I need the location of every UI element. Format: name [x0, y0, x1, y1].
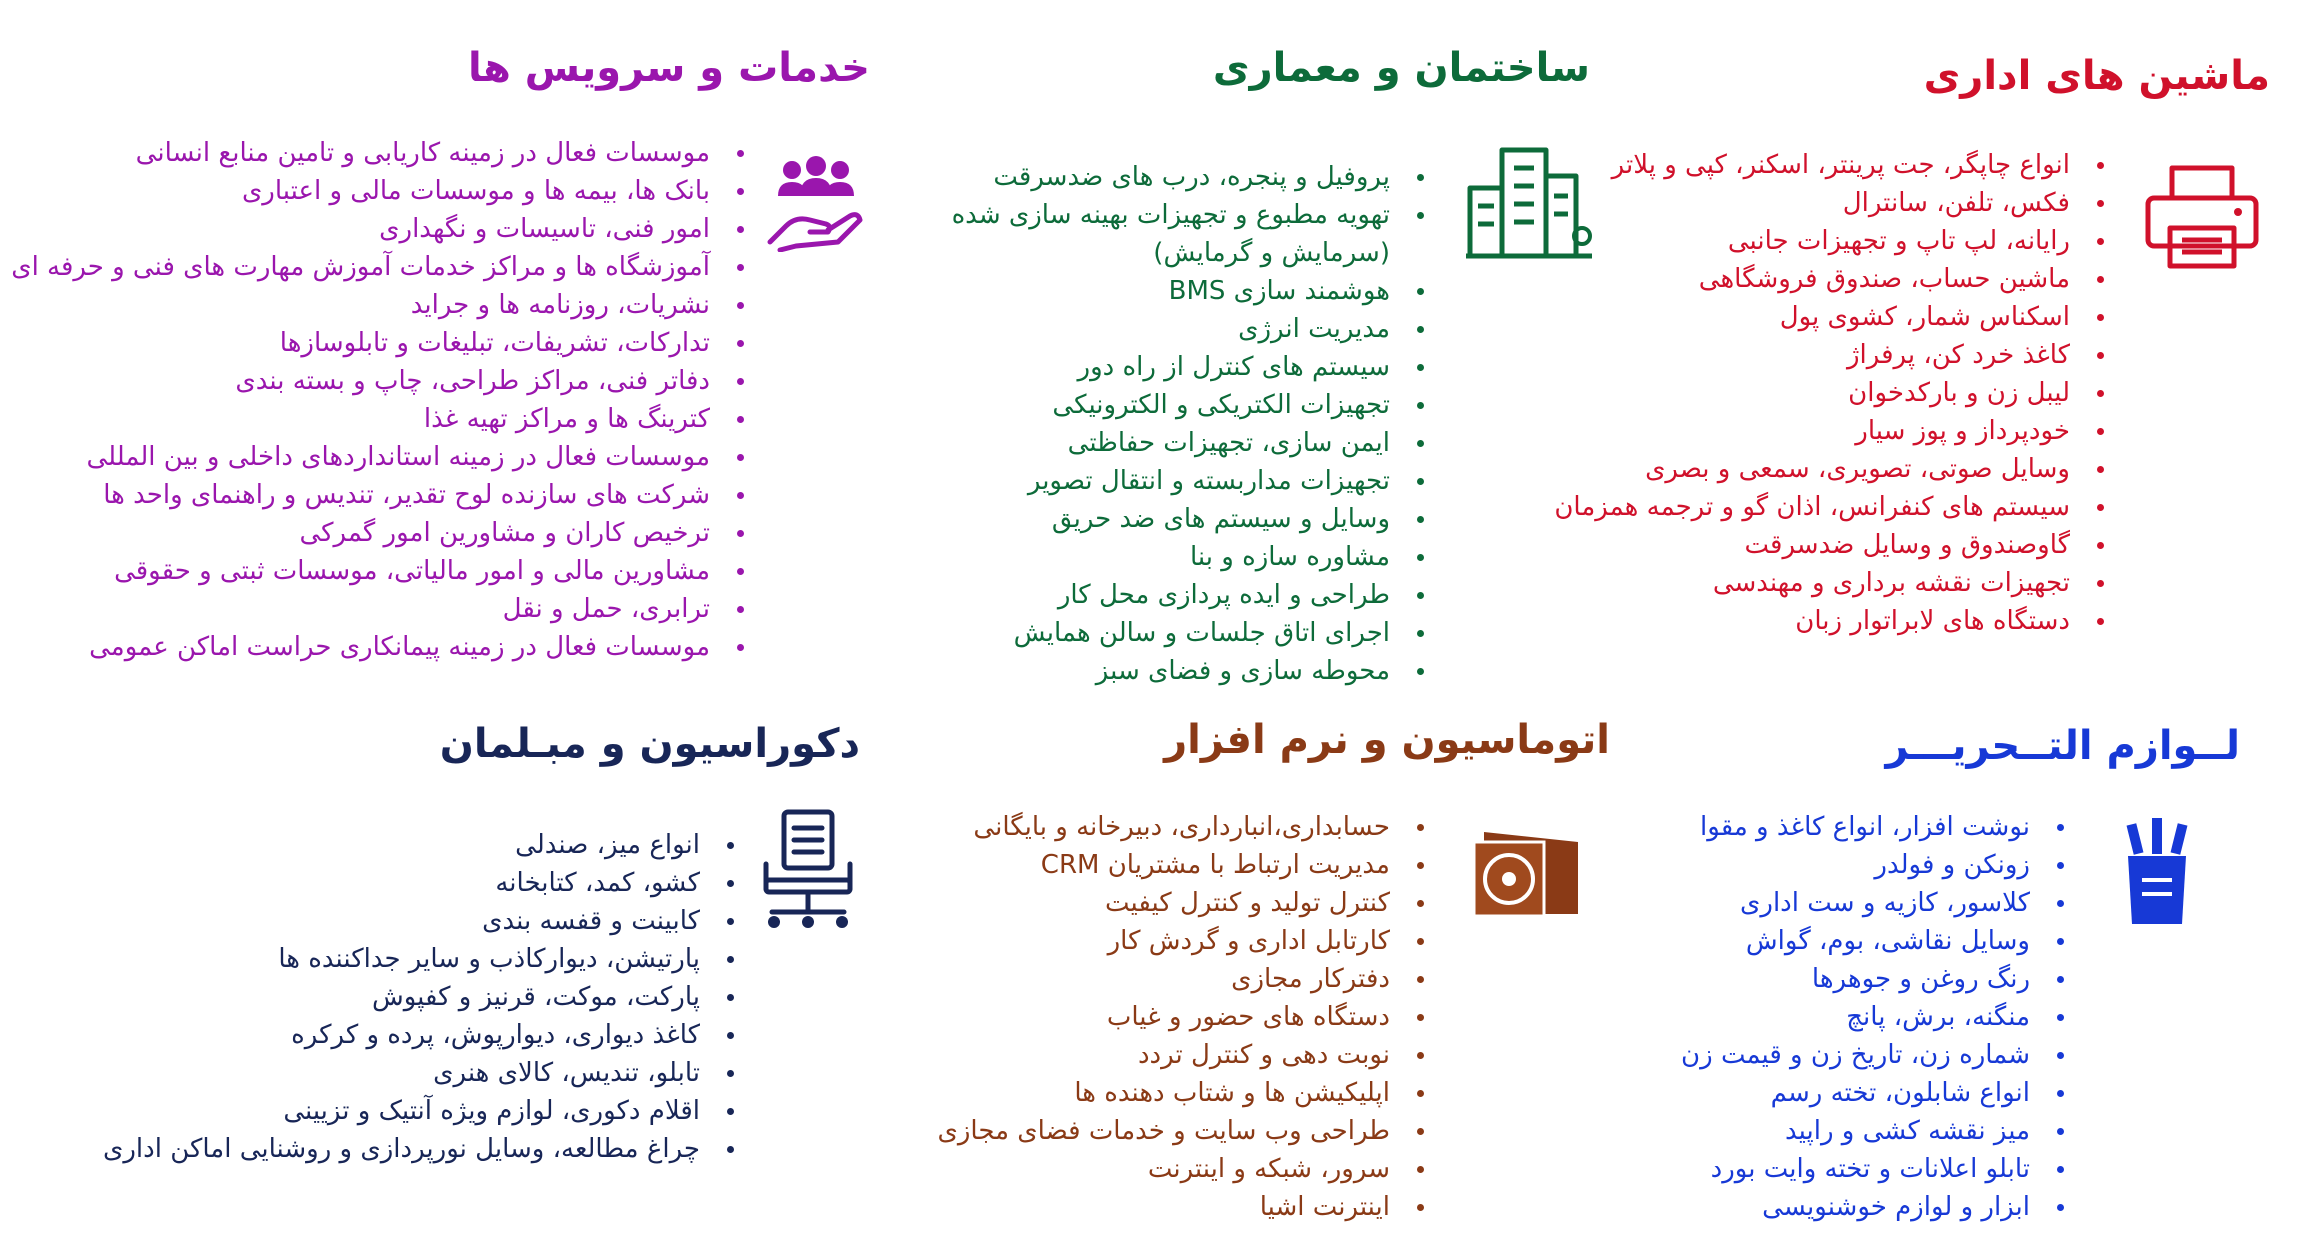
list-item: زونکن و فولدر [1681, 846, 2070, 884]
services-list [11, 134, 750, 666]
list-item: منگنه، برش، پانچ [1681, 998, 2070, 1036]
list-item: گاوصندوق و وسایل ضدسرقت [1554, 526, 2110, 564]
list-item: شرکت های سازنده لوح تقدیر، تندیس و راهنمای واحد ها [11, 476, 750, 514]
automation-software-list [938, 808, 1431, 1226]
list-item: خودپرداز و پوز سیار [1554, 412, 2110, 450]
list-item: کنترل تولید و کنترل کیفیت [938, 884, 1431, 922]
list-item: موسسات فعال در زمینه پیمانکاری حراست اماکن عمومی [11, 628, 750, 666]
list-item: طراحی وب سایت و خدمات فضای مجازی [938, 1112, 1431, 1150]
list-item: ماشین حساب، صندوق فروشگاهی [1554, 260, 2110, 298]
list-item: لیبل زن و بارکدخوان [1554, 374, 2110, 412]
list-item: دستگاه های لابراتوار زبان [1554, 602, 2110, 640]
list-item: نشریات، روزنامه ها و جراید [11, 286, 750, 324]
list-item: انواع میز، صندلی [103, 826, 740, 864]
stationery-title: لــوازم التــحریـــر [1885, 723, 2240, 769]
list-item: انواع چاپگر، جت پرینتر، اسکنر، کپی و پلاتر [1554, 146, 2110, 184]
list-item: تابلو اعلانات و تخته وایت بورد [1681, 1150, 2070, 1188]
list-item: حسابداری،انبارداری، دبیرخانه و بایگانی [938, 808, 1431, 846]
list-item: کاغذ خرد کن، پرفراژ [1554, 336, 2110, 374]
list-item: کارتابل اداری و گردش کار [938, 922, 1431, 960]
list-item: ایمن سازی، تجهیزات حفاظتی [950, 424, 1430, 462]
people-hand-icon [766, 152, 866, 252]
stationery-list [1681, 808, 2070, 1226]
list-item: میز نقشه کشی و راپید [1681, 1112, 2070, 1150]
list-item: مشاوره سازه و بنا [950, 538, 1430, 576]
list-item: تجهیزات نقشه برداری و مهندسی [1554, 564, 2110, 602]
list-item: اقلام دکوری، لوازم ویژه آنتیک و تزیینی [103, 1092, 740, 1130]
list-item: پارکت، موکت، قرنیز و کفپوش [103, 978, 740, 1016]
list-item: وسایل صوتی، تصویری، سمعی و بصری [1554, 450, 2110, 488]
list-item: ترابری، حمل و نقل [11, 590, 750, 628]
list-item: مدیریت ارتباط با مشتریان CRM [938, 846, 1431, 884]
list-item: اسکناس شمار، کشوی پول [1554, 298, 2110, 336]
list-item: آموزشگاه ها و مراکز خدمات آموزش مهارت های فنی و حرفه ای [11, 248, 750, 286]
list-item: طراحی و ایده پردازی محل کار [950, 576, 1430, 614]
list-item: سیستم های کنفرانس، اذان گو و ترجمه همزمان [1554, 488, 2110, 526]
list-item: پارتیشن، دیوارکاذب و سایر جداکننده ها [103, 940, 740, 978]
office-machines-list [1554, 146, 2110, 640]
building-architecture-title: ساختمان و معماری [1212, 45, 1590, 91]
list-item: مشاورین مالی و امور مالیاتی، موسسات ثبتی و حقوقی [11, 552, 750, 590]
list-item: بانک ها، بیمه ها و موسسات مالی و اعتباری [11, 172, 750, 210]
list-item: وسایل و سیستم های ضد حریق [950, 500, 1430, 538]
list-item: موسسات فعال در زمینه استانداردهای داخلی و بین المللی [11, 438, 750, 476]
list-item: دفترکار مجازی [938, 960, 1431, 998]
list-item: کابینت و قفسه بندی [103, 902, 740, 940]
list-item: دفاتر فنی، مراکز طراحی، چاپ و بسته بندی [11, 362, 750, 400]
services-title: خدمات و سرویس ها [468, 45, 870, 91]
list-item: محوطه سازی و فضای سبز [950, 652, 1430, 690]
software-disc-icon [1470, 822, 1590, 922]
automation-software-title: اتوماسیون و نرم افزار [1164, 717, 1610, 763]
list-item: سرور، شبکه و اینترنت [938, 1150, 1431, 1188]
list-item: فکس، تلفن، سانترال [1554, 184, 2110, 222]
list-item: اجرای اتاق جلسات و سالن همایش [950, 614, 1430, 652]
list-item: اینترنت اشیا [938, 1188, 1431, 1226]
list-item: موسسات فعال در زمینه کاریابی و تامین منابع انسانی [11, 134, 750, 172]
list-item: ترخیص کاران و مشاورین امور گمرکی [11, 514, 750, 552]
list-item: پروفیل و پنجره، درب های ضدسرقت [950, 158, 1430, 196]
list-item: وسایل نقاشی، بوم، گواش [1681, 922, 2070, 960]
list-item: تدارکات، تشریفات، تبلیغات و تابلوسازها [11, 324, 750, 362]
list-item: اپلیکیشن ها و شتاب دهنده ها [938, 1074, 1431, 1112]
list-item: تجهیزات الکتریکی و الکترونیکی [950, 386, 1430, 424]
list-item: دستگاه های حضور و غیاب [938, 998, 1431, 1036]
list-item: شماره زن، تاریخ زن و قیمت زن [1681, 1036, 2070, 1074]
list-item: رنگ روغن و جوهرها [1681, 960, 2070, 998]
list-item: تهویه مطبوع و تجهیزات بهینه سازی شده (سرمایش و گرمایش) [950, 196, 1430, 272]
office-machines-title: ماشین های اداری [1923, 53, 2270, 99]
list-item: نوشت افزار، انواع کاغذ و مقوا [1681, 808, 2070, 846]
decoration-furniture-title: دکوراسیون و مبـلمان [439, 721, 860, 767]
pencil-cup-icon [2122, 818, 2192, 928]
list-item: تجهیزات مداربسته و انتقال تصویر [950, 462, 1430, 500]
list-item: چراغ مطالعه، وسایل نورپردازی و روشنایی اماکن اداری [103, 1130, 740, 1168]
list-item: تابلو، تندیس، کالای هنری [103, 1054, 740, 1092]
list-item: ابزار و لوازم خوشنویسی [1681, 1188, 2070, 1226]
buildings-icon [1464, 142, 1594, 262]
list-item: نوبت دهی و کنترل تردد [938, 1036, 1431, 1074]
decoration-furniture-list [103, 826, 740, 1168]
list-item: رایانه، لپ تاپ و تجهیزات جانبی [1554, 222, 2110, 260]
list-item: امور فنی، تاسیسات و نگهداری [11, 210, 750, 248]
list-item: کترینگ ها و مراکز تهیه غذا [11, 400, 750, 438]
list-item: مدیریت انرژی [950, 310, 1430, 348]
list-item: کشو، کمد، کتابخانه [103, 864, 740, 902]
list-item: هوشمند سازی BMS [950, 272, 1430, 310]
list-item: کلاسور، کازیه و ست اداری [1681, 884, 2070, 922]
list-item: انواع شابلون، تخته رسم [1681, 1074, 2070, 1112]
list-item: کاغذ دیواری، دیوارپوش، پرده و کرکره [103, 1016, 740, 1054]
office-chair-icon [758, 808, 858, 932]
list-item: سیستم های کنترل از راه دور [950, 348, 1430, 386]
printer-icon [2142, 162, 2262, 272]
building-architecture-list [950, 158, 1430, 690]
